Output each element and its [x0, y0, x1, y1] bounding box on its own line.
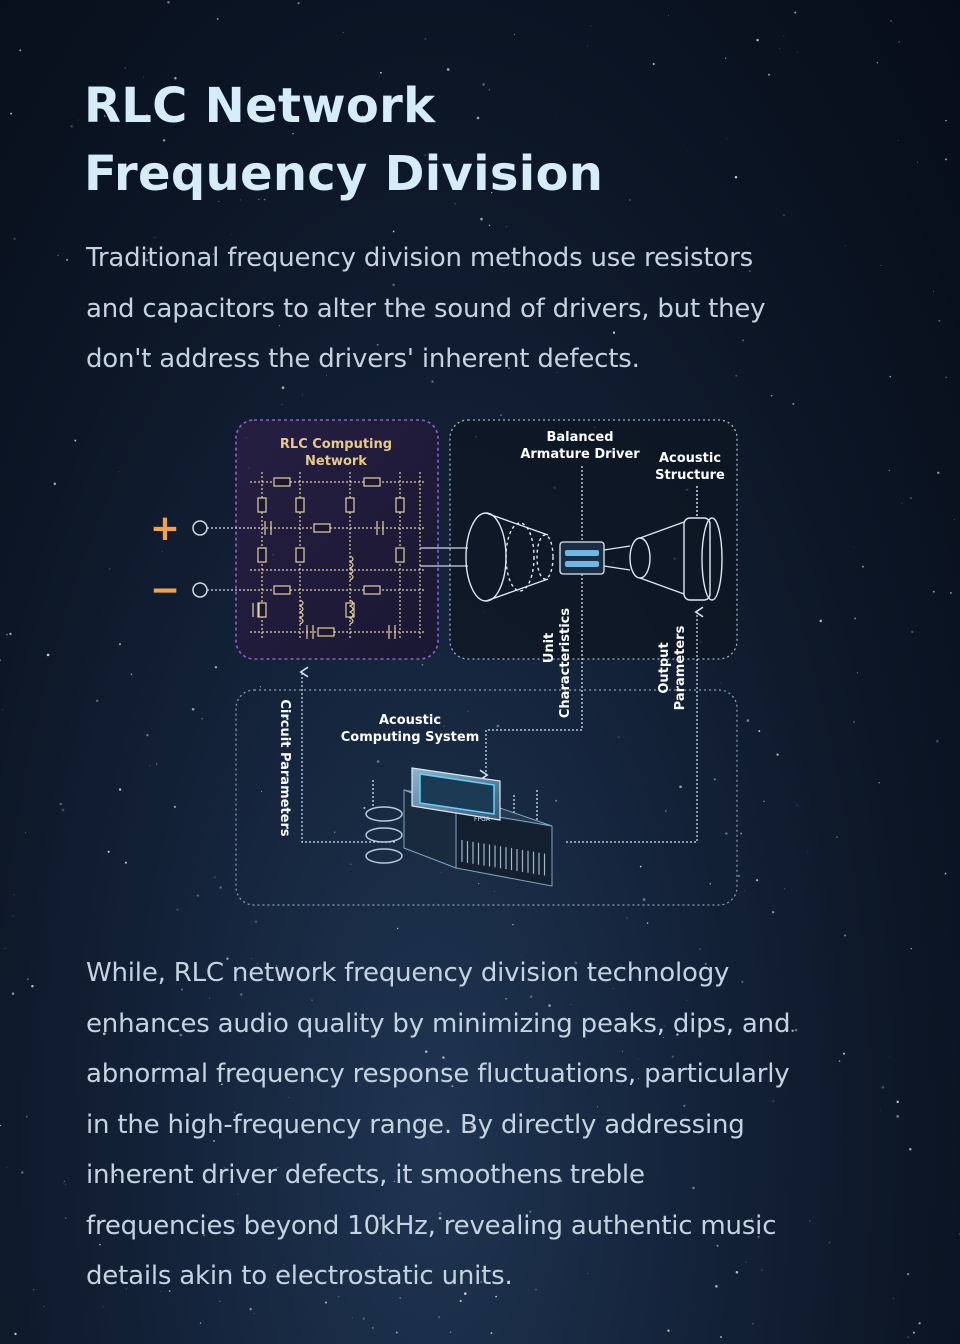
title-line-1: RLC Network [84, 78, 436, 134]
rlc-label-line-2: Network [305, 454, 367, 469]
chip-label: FPGA [474, 816, 490, 823]
plus-terminal [150, 508, 250, 549]
body-line: details akin to electrostatic units. [86, 1261, 513, 1291]
output-parameters-label-line-1: Output [657, 642, 672, 694]
circuit-parameters-label: Circuit Parameters [277, 699, 292, 837]
rlc-label-line-1: RLC Computing [279, 437, 393, 452]
minus-symbol: − [149, 570, 181, 611]
resistor-icon [258, 498, 266, 512]
body-line: in the high-frequency range. By directly addressing [86, 1109, 745, 1140]
unit-characteristics-path [486, 730, 582, 775]
resistor-icon [318, 628, 334, 636]
fpga-chip-icon [366, 768, 552, 886]
body-line: abnormal frequency response fluctuations, particularly [86, 1059, 790, 1089]
resistor-icon [296, 498, 304, 512]
acs-label-line-2: Computing System [340, 730, 480, 745]
ba-label-line-1: Balanced [546, 430, 614, 445]
intro-line: don't address the drivers' inherent defects. [86, 344, 640, 374]
plus-symbol: + [149, 508, 181, 549]
output-parameters-label-line-2: Parameters [673, 625, 688, 711]
intro-line: and capacitors to alter the sound of drivers, but they [86, 293, 766, 324]
body-line: While, RLC network frequency division technology [86, 958, 730, 988]
resistor-icon [364, 586, 380, 594]
acoustic-structure-label-line-1: Acoustic [658, 451, 722, 466]
title-line-2: Frequency Division [84, 146, 604, 202]
driver-assembly-box [420, 420, 737, 730]
resistor-icon [346, 498, 354, 512]
minus-terminal-node [193, 583, 207, 597]
resistor-icon [314, 524, 330, 532]
circuit-parameters-path [302, 672, 395, 842]
body-line: enhances audio quality by minimizing peaks, dips, and [86, 1008, 791, 1039]
resistor-icon [396, 498, 404, 512]
intro-line: Traditional frequency division methods use resistors [86, 243, 753, 273]
resistor-icon [296, 548, 304, 562]
acoustic-structure-label-line-2: Structure [655, 468, 725, 483]
body-line: inherent driver defects, it smoothens treble [86, 1160, 645, 1190]
minus-terminal [150, 570, 250, 611]
ba-label-line-2: Armature Driver [520, 447, 640, 462]
resistor-icon [258, 548, 266, 562]
rlc-computing-network-box [236, 420, 438, 659]
unit-characteristics-label-line-1: Unit [542, 632, 557, 664]
resistor-icon [396, 548, 404, 562]
plus-terminal-node [193, 521, 207, 535]
resistor-icon [274, 478, 290, 486]
acs-label-line-1: Acoustic [378, 713, 442, 728]
body-paragraph [86, 948, 906, 1302]
resistor-icon [364, 478, 380, 486]
resistor-icon [274, 586, 290, 594]
body-line: frequencies beyond 10kHz, revealing authentic music [86, 1210, 777, 1241]
unit-characteristics-label-line-2: Characteristics [558, 607, 573, 719]
